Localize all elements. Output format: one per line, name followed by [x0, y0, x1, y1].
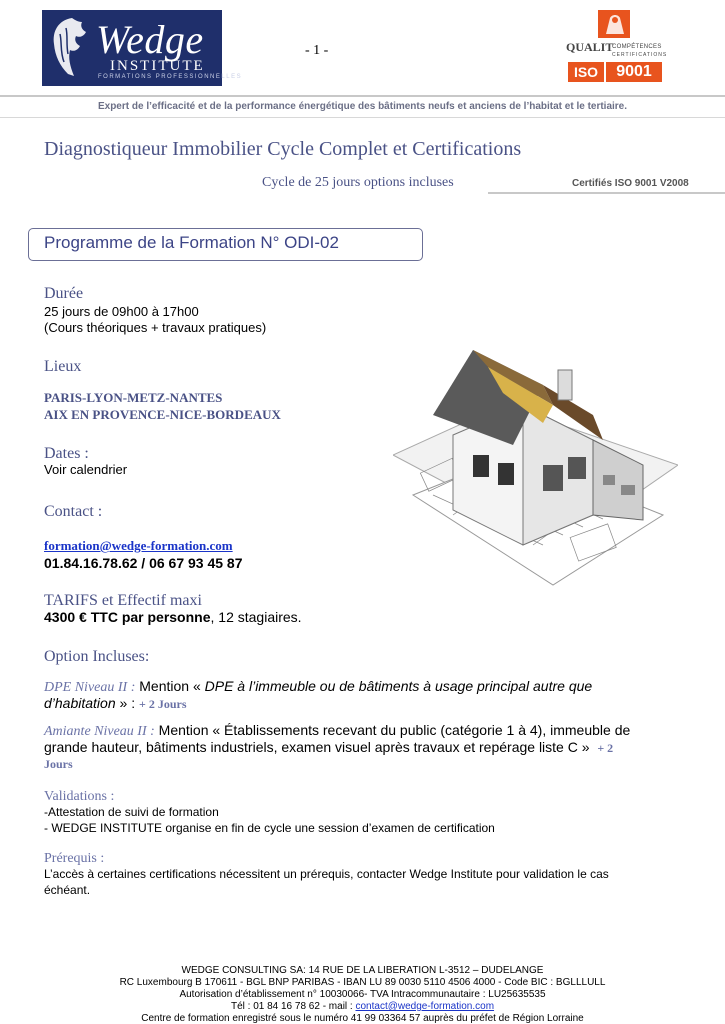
option-dpe-duration: + 2 Jours	[138, 697, 187, 711]
tagline-divider	[0, 117, 725, 118]
company-tagline: Expert de l’efficacité et de la performance énergétique des bâtiments neufs et anciens de l’habitat et le tertiaire.	[97, 101, 628, 112]
iso-quality-label: QUALIT	[566, 40, 614, 54]
tarifs-heading: TARIFS et Effectif maxi	[44, 592, 202, 609]
tarifs-price: 4300 € TTC par personne	[44, 609, 211, 625]
contact-heading: Contact :	[44, 503, 103, 520]
lion-logo-icon	[48, 14, 96, 80]
tarifs-capacity: , 12 stagiaires.	[210, 609, 302, 625]
footer-phone: Tél : 01 84 16 78 62 - mail :	[230, 1001, 356, 1012]
option-dpe-prefix: Mention «	[135, 678, 205, 694]
options-heading: Option Incluses:	[44, 648, 150, 665]
iso-certifications-label: CERTIFICATIONS	[612, 52, 668, 58]
option-amiante	[44, 722, 694, 740]
contact-phones: 01.84.16.78.62 / 06 67 93 45 87	[44, 555, 243, 571]
option-amiante-mention-1: Mention « Établissements recevant du public (catégorie 1 à 4), immeuble de	[154, 722, 631, 738]
option-amiante-duration-1: + 2	[597, 741, 614, 755]
footer-email-link[interactable]: contact@wedge-formation.com	[355, 1001, 495, 1012]
duree-details: (Cours théoriques + travaux pratiques)	[44, 320, 267, 335]
prerequis-line-1: L’accès à certaines certifications nécessitent un prérequis, contacter Wedge Institute pour validation le cas	[44, 867, 609, 881]
contact-email-link[interactable]: formation@wedge-formation.com	[44, 538, 233, 553]
option-amiante-mention-2: grande hauteur, bâtiments industriels, examen visuel après travaux et repérage liste C »	[44, 739, 590, 755]
logo-subtitle: INSTITUTE	[110, 58, 205, 74]
option-dpe-mention-2: d’habitation	[44, 695, 116, 711]
validations-heading: Validations :	[44, 789, 115, 804]
option-amiante-label: Amiante Niveau II :	[44, 724, 155, 739]
certified-rule	[488, 192, 725, 194]
option-dpe-line2	[44, 695, 187, 713]
programme-title: Programme de la Formation N° ODI-02	[44, 233, 339, 252]
footer-contact	[0, 1001, 725, 1012]
quality-emblem-icon	[598, 10, 630, 38]
option-dpe-mention-1: DPE à l’immeuble ou de bâtiments à usage principal autre que	[204, 678, 593, 694]
logo-tagline: FORMATIONS PROFESSIONNELLES	[98, 74, 243, 80]
page-title: Diagnostiqueur Immobilier Cycle Complet et Certifications	[44, 138, 522, 160]
prerequis-line-2: échéant.	[44, 883, 91, 897]
option-amiante-line2	[44, 739, 613, 757]
iso-badge-left: ISO	[568, 62, 604, 82]
option-dpe-suffix: » :	[115, 695, 139, 711]
dates-heading: Dates :	[44, 445, 89, 462]
validations-item-2: - WEDGE INSTITUTE organise en fin de cycle une session d’examen de certification	[44, 821, 495, 835]
footer-training-center: Centre de formation enregistré sous le numéro 41 99 03364 57 auprès du préfet de Région Lorraine	[141, 1013, 584, 1024]
prerequis-heading: Prérequis :	[44, 851, 105, 866]
logo-wordmark: Wedge	[96, 17, 204, 62]
page-number: - 1 -	[305, 43, 329, 58]
iso-competences-label: COMPÉTENCES	[612, 44, 662, 50]
option-dpe-label: DPE Niveau II :	[44, 680, 136, 695]
lieux-cities-2: AIX EN PROVENCE-NICE-BORDEAUX	[44, 407, 281, 422]
footer-address: WEDGE CONSULTING SA: 14 RUE DE LA LIBERATION L-3512 – DUDELANGE	[181, 965, 544, 976]
header-divider	[0, 95, 725, 97]
cycle-subtitle: Cycle de 25 jours options incluses	[262, 175, 454, 190]
house-illustration-icon	[393, 345, 678, 595]
tarifs-line	[44, 609, 302, 625]
lieux-heading: Lieux	[44, 358, 82, 375]
option-dpe	[44, 678, 684, 696]
iso-certified-note: Certifiés ISO 9001 V2008	[572, 178, 689, 189]
dates-value: Voir calendrier	[44, 462, 128, 477]
duree-hours: 25 jours de 09h00 à 17h00	[44, 304, 199, 319]
lieux-cities-1: PARIS-LYON-METZ-NANTES	[44, 390, 223, 405]
iso-badge-right: 9001	[606, 62, 662, 82]
duree-heading: Durée	[44, 285, 84, 302]
footer-registration: RC Luxembourg B 170611 - BGL BNP PARIBAS - IBAN LU 89 0030 5110 4506 4000 - Code BIC : BGLLLULL	[119, 977, 606, 988]
footer-authorization: Autorisation d’établissement n° 10030066- TVA Intracommunautaire : LU25635535	[179, 989, 546, 1000]
option-amiante-duration-2: Jours	[44, 757, 73, 771]
validations-item-1: -Attestation de suivi de formation	[44, 805, 219, 819]
